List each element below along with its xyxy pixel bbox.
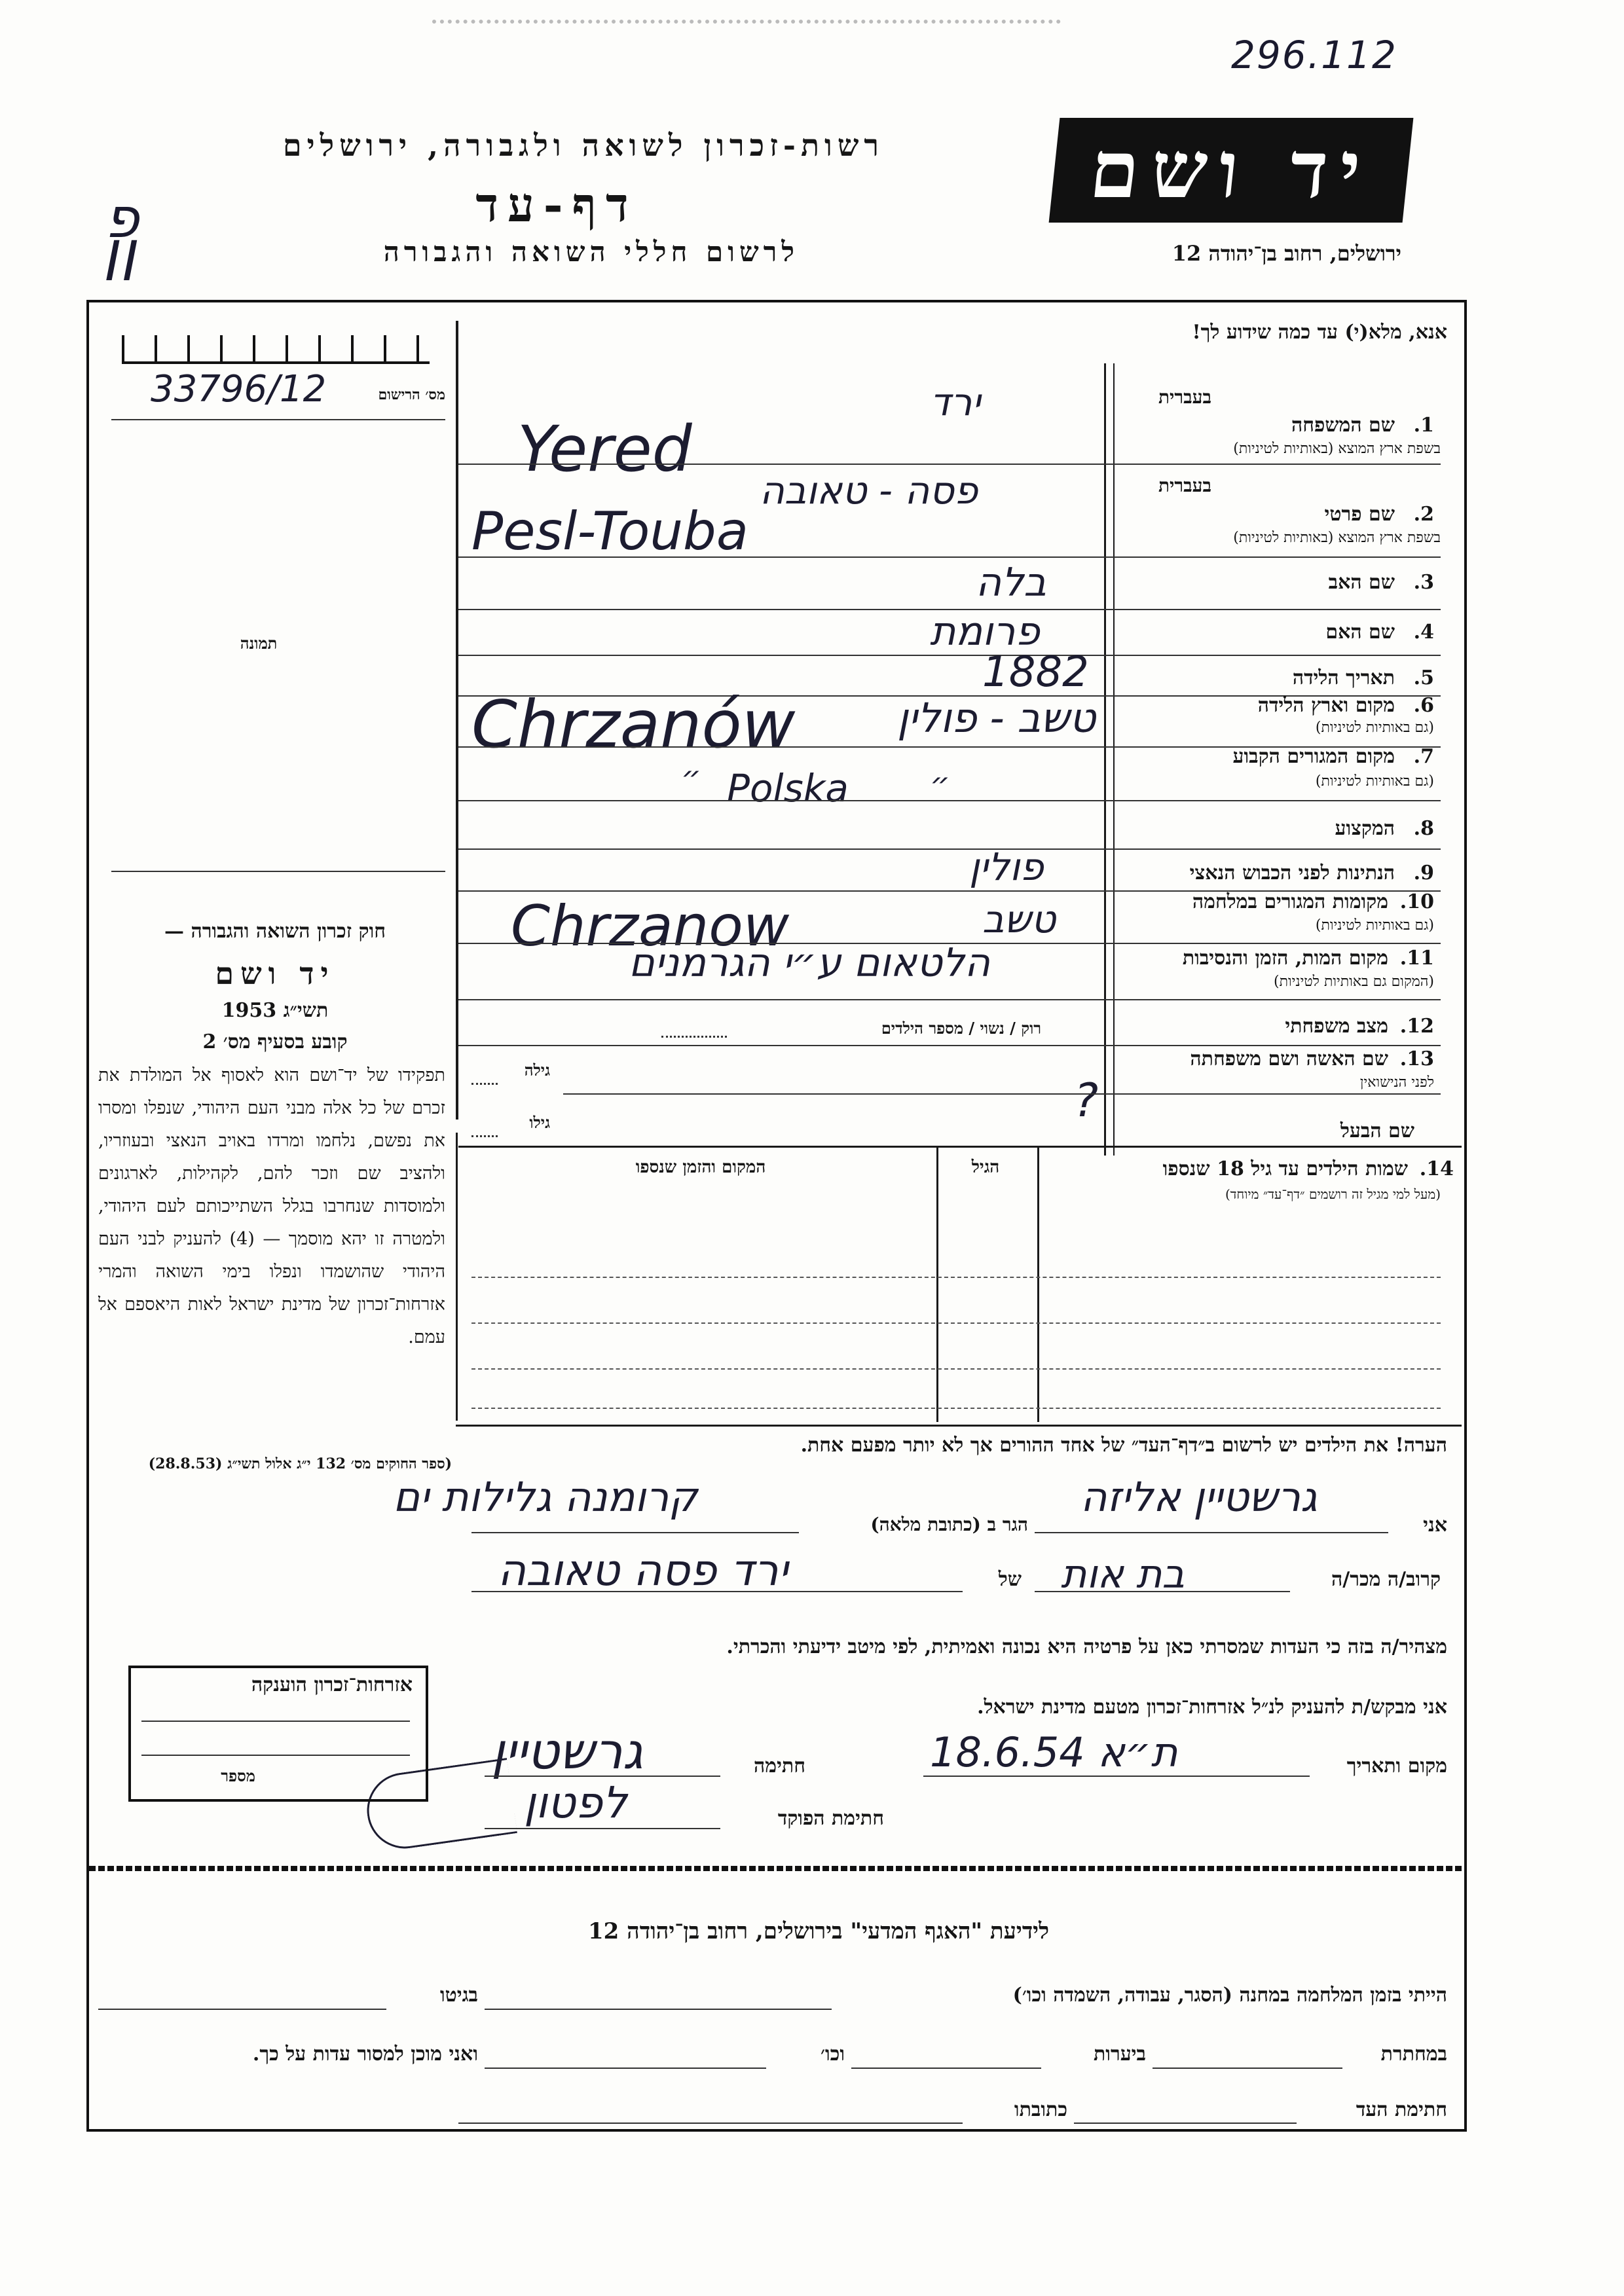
field-10-hebrew-value: טשב xyxy=(982,897,1056,941)
declaration-address-label: הגר ב (כתובת מלאה) xyxy=(870,1514,1028,1535)
bottom-underground-line xyxy=(1153,2068,1342,2069)
field-7-sub: (גם באותיות לטיניות) xyxy=(1315,773,1434,790)
field-4-label: שם האם xyxy=(1325,621,1395,644)
declaration-of-label: של xyxy=(998,1568,1022,1591)
field-8-number: 8. xyxy=(1413,817,1434,840)
field-7-line xyxy=(458,800,1441,801)
bottom-witness-signature-label: חתימת העד xyxy=(1356,2098,1447,2121)
field-6-number: 6. xyxy=(1413,694,1434,717)
form-title: דף-עד xyxy=(475,177,638,232)
field-2-sub: בשפת ארץ המוצא (באותיות לטיניות) xyxy=(1233,530,1441,546)
field-2-hebrew-value: פסה - טאובה xyxy=(760,468,978,513)
field-5-label: תאריך הלידה xyxy=(1292,666,1395,689)
declaration-request: אני מבקש/ת להעניק לנ״ל אזרחות־זכרון מטעם מדינת ישראל. xyxy=(977,1696,1447,1719)
bottom-address-line xyxy=(458,2123,963,2124)
field-12-dots xyxy=(661,1036,727,1038)
children-row-4 xyxy=(471,1408,1441,1409)
bottom-etc-line xyxy=(485,2068,766,2069)
field-4-value: פרומת xyxy=(930,609,1040,655)
declaration-address-line xyxy=(471,1532,799,1533)
field-10-sub: (גם באותיות לטיניות) xyxy=(1315,917,1434,934)
address: ירושלים, רחוב בן־יהודה 12 xyxy=(1172,241,1401,266)
field-4-number: 4. xyxy=(1413,621,1434,644)
field-6-latin-value: Chrzanów xyxy=(471,686,796,763)
declaration-i: אני xyxy=(1423,1514,1447,1537)
children-row-1 xyxy=(471,1277,1441,1278)
bottom-camp-label: הייתי בזמן המלחמה במחנה (הסגר, עבודה, השמדה וכו׳) xyxy=(1012,1984,1447,2007)
left-column-divider-lower xyxy=(456,1133,458,1421)
law-title: חוק זכרון השואה והגבורה — xyxy=(164,920,386,943)
field-13-label: שם האשה ושם משפחתה xyxy=(1190,1048,1388,1070)
field-8-line xyxy=(458,848,1441,850)
field-12-inline: רוק / נשוי / מספר הילדים xyxy=(881,1019,1041,1038)
field-11-number: 11. xyxy=(1399,947,1434,970)
official-signature-line xyxy=(485,1828,720,1829)
field-13-line xyxy=(563,1093,1441,1095)
yad-vashem-logo: יד ושם xyxy=(1049,118,1414,223)
field-3-label: שם האב xyxy=(1328,571,1395,594)
field-1-label: שם המשפחה xyxy=(1291,414,1395,437)
photo-label: תמונה xyxy=(240,634,278,653)
signature-label: חתימה xyxy=(754,1755,805,1777)
official-signature-value: לפטון xyxy=(524,1777,627,1828)
children-col-age: הגיל xyxy=(971,1157,1000,1177)
bottom-title: לידיעת "האגף המדעי" בירושלים, רחוב בן־יהודה 12 xyxy=(588,1918,1049,1944)
field-5-number: 5. xyxy=(1413,666,1434,689)
field-13-sub: לפני הנישואין xyxy=(1359,1074,1434,1091)
field-2-hebrew-tag: בעברית xyxy=(1158,475,1211,496)
field-2-label: שם פרטי xyxy=(1324,503,1395,526)
place-date-line xyxy=(923,1776,1310,1777)
field-7-label: מקום המגורים הקבוע xyxy=(1232,745,1395,768)
field-2-latin-value: Pesl-Touba xyxy=(471,501,748,562)
field-1-line xyxy=(458,464,1441,465)
field-13-number: 13. xyxy=(1399,1048,1434,1070)
field-9-number: 9. xyxy=(1413,862,1434,884)
bottom-testify-label: ואני מוכן למסור עדות על כך. xyxy=(252,2043,478,2066)
bottom-forests-line xyxy=(851,2068,1041,2069)
declaration-of-line xyxy=(471,1591,963,1592)
field-12-line xyxy=(458,1045,1441,1046)
citizenship-line-1 xyxy=(141,1721,410,1722)
place-date-value: ת״א 18.6.54 xyxy=(930,1728,1178,1776)
field-13-age: גילה xyxy=(524,1061,550,1080)
field-8-label: המקצוע xyxy=(1335,817,1395,840)
field-10-number: 10. xyxy=(1399,890,1434,913)
registration-number: 33796/12 xyxy=(151,368,327,410)
field-1-number: 1. xyxy=(1413,414,1434,437)
field-6-label: מקום וארץ הלידה xyxy=(1257,694,1395,717)
field-7-ditto-1: ״ xyxy=(681,759,701,796)
citizenship-title: אזרחות־זכרון הוענקה xyxy=(251,1673,413,1696)
husband-dots xyxy=(471,1135,498,1137)
field-6-sub: (גם באותיות לטיניות) xyxy=(1315,720,1434,736)
signature-line xyxy=(485,1776,720,1777)
registration-ticks xyxy=(122,335,430,364)
field-6-hebrew-value: טשב - פולין xyxy=(897,694,1096,742)
field-value-divider xyxy=(1113,363,1115,1156)
registration-label: מס׳ הרישום xyxy=(378,386,445,403)
field-9-value: פולין xyxy=(969,845,1044,889)
law-year: תשי״ג 1953 xyxy=(221,999,329,1022)
photo-bottom-line xyxy=(111,871,445,872)
field-11-value: הלטאום ע״י הגרמנים xyxy=(629,940,991,986)
official-signature-label: חתימת הפוקד xyxy=(777,1807,884,1830)
citizenship-line-2 xyxy=(141,1755,410,1756)
children-col-divider-1 xyxy=(1037,1147,1039,1422)
field-14-number: 14. xyxy=(1419,1157,1454,1180)
field-9-label: הנתינות לפני הכבוש הנאצי xyxy=(1189,862,1395,884)
declaration-name-line xyxy=(1035,1532,1388,1533)
children-col-place: המקום והזמן שנספו xyxy=(635,1157,766,1177)
note-text: הערה! את הילדים יש לרשום ב״דף־העד״ של אחד ההורים אך לא יותר מפעם אחת. xyxy=(800,1434,1447,1457)
field-10-label: מקומות המגורים במלחמה xyxy=(1192,890,1388,913)
children-col-divider-2 xyxy=(936,1147,938,1422)
field-2-number: 2. xyxy=(1413,503,1434,526)
declaration-relative-label: קרוב/ה מכר/ה xyxy=(1331,1568,1441,1591)
bottom-etc-label: וכו׳ xyxy=(821,2043,845,2066)
bottom-witness-signature-line xyxy=(1074,2123,1297,2124)
declaration-statement: מצהיר/ה בזה כי העדות שמסרתי כאן על פרטיה היא נכונה ואמיתית, לפי מיטב ידיעתי והכרתי. xyxy=(726,1635,1447,1658)
form-subtitle: לרשום חללי השואה והגבורה xyxy=(383,236,799,268)
field-11-line xyxy=(458,999,1441,1000)
field-7-number: 7. xyxy=(1413,745,1434,768)
declaration-relation: בת אות xyxy=(1061,1552,1185,1597)
field-11-sub: (המקום גם באותיות לטיניות) xyxy=(1274,974,1434,990)
children-row-2 xyxy=(471,1322,1441,1324)
field-12-number: 12. xyxy=(1399,1015,1434,1038)
field-4-line xyxy=(458,655,1441,656)
field-1-sub: בשפת ארץ המוצא (באותיות לטיניות) xyxy=(1233,441,1441,457)
law-name: יד ושם xyxy=(215,956,335,991)
field-2-line xyxy=(458,556,1441,558)
instruction-text: אנא, מלא(י) עד כמה שידוע לך! xyxy=(1192,321,1447,344)
field-13-value: ? xyxy=(1074,1074,1099,1127)
declaration-address: קרומנה גלילות ים xyxy=(393,1473,698,1521)
field-12-label: מצב משפחתי xyxy=(1285,1015,1388,1038)
law-reference: (ספר החוקים מס׳ 132 י״ג אלול תשי״ג (28.8.53) xyxy=(148,1455,452,1472)
field-7-ditto-2: ״ xyxy=(930,766,950,803)
bottom-ghetto-label: בגיטו xyxy=(439,1984,478,2007)
bottom-separator xyxy=(89,1866,1462,1871)
signature-value: גרשטיין xyxy=(491,1722,644,1780)
bottom-camp-line xyxy=(485,2009,832,2010)
institution-name: רשות-זכרון לשואה ולגבורה, ירושלים xyxy=(282,128,884,163)
note-top-line xyxy=(456,1425,1462,1427)
husband-line xyxy=(458,1146,1462,1148)
place-date-label: מקום ותאריך xyxy=(1346,1755,1447,1777)
field-5-value: 1882 xyxy=(982,648,1089,697)
registration-underline xyxy=(111,419,445,420)
bottom-forests-label: ביערות xyxy=(1093,2043,1146,2066)
citizenship-number-label: מספר xyxy=(221,1766,255,1785)
field-14-label: שמות הילדים עד גיל 18 שנספו xyxy=(1162,1157,1408,1180)
field-1-latin-value: Yered xyxy=(517,412,692,486)
law-text: תפקידו של יד־ושם הוא לאסוף אל המולדת את זכרם של כל אלה מבני העם היהודי, שנפלו ומסרו את נפשם, נלחמו ומרדו באויב הנאצי ובעוזריו, ולהציב שם וזכר להם, לקהילות, לארגונים ולמוסדות שנחרבו בגלל השתייכותם לעם היהודי, ולמטרה זו יהא מוסמך — (4) להעניק לבני העם היהודי שהושמדו ונפלו בימי השואה והמרי אזרחות־זכרון של מדינת ישראל לאות היאספם אל עמם. xyxy=(98,1065,445,1347)
declaration-name: גרשטיין אליזה xyxy=(1080,1473,1318,1521)
field-7-value: Polska xyxy=(727,766,849,811)
field-label-divider xyxy=(1104,363,1106,1156)
field-3-value: בלה xyxy=(976,560,1046,606)
bottom-underground-label: במחתרת xyxy=(1380,2043,1447,2066)
husband-age: גילו xyxy=(529,1113,550,1132)
field-10-latin-value: Chrzanow xyxy=(511,894,790,959)
children-row-3 xyxy=(471,1368,1441,1370)
margin-mark: פ II xyxy=(105,186,141,293)
field-13-dots xyxy=(471,1083,498,1085)
bottom-address-label: כתובתו xyxy=(1014,2098,1067,2121)
bottom-ghetto-line xyxy=(98,2009,386,2010)
declaration-relation-line xyxy=(1035,1591,1290,1592)
declaration-of-value: ירד פסה טאובה xyxy=(498,1545,788,1595)
field-11-label: מקום המות, הזמן והנסיבות xyxy=(1182,947,1388,970)
field-3-number: 3. xyxy=(1413,571,1434,594)
field-1-hebrew-value: ירד xyxy=(930,380,981,424)
scan-noise xyxy=(432,20,1061,33)
husband-label: שם הבעל xyxy=(1340,1120,1414,1142)
field-14-sub: (מעל למי מגיל זה רושמים ״דף־עד״ מיוחד) xyxy=(1225,1186,1441,1202)
page-number: 296.112 xyxy=(1231,33,1397,77)
field-1-hebrew-tag: בעברית xyxy=(1158,386,1211,408)
law-section: קובע בסעיף מס׳ 2 xyxy=(202,1030,348,1053)
